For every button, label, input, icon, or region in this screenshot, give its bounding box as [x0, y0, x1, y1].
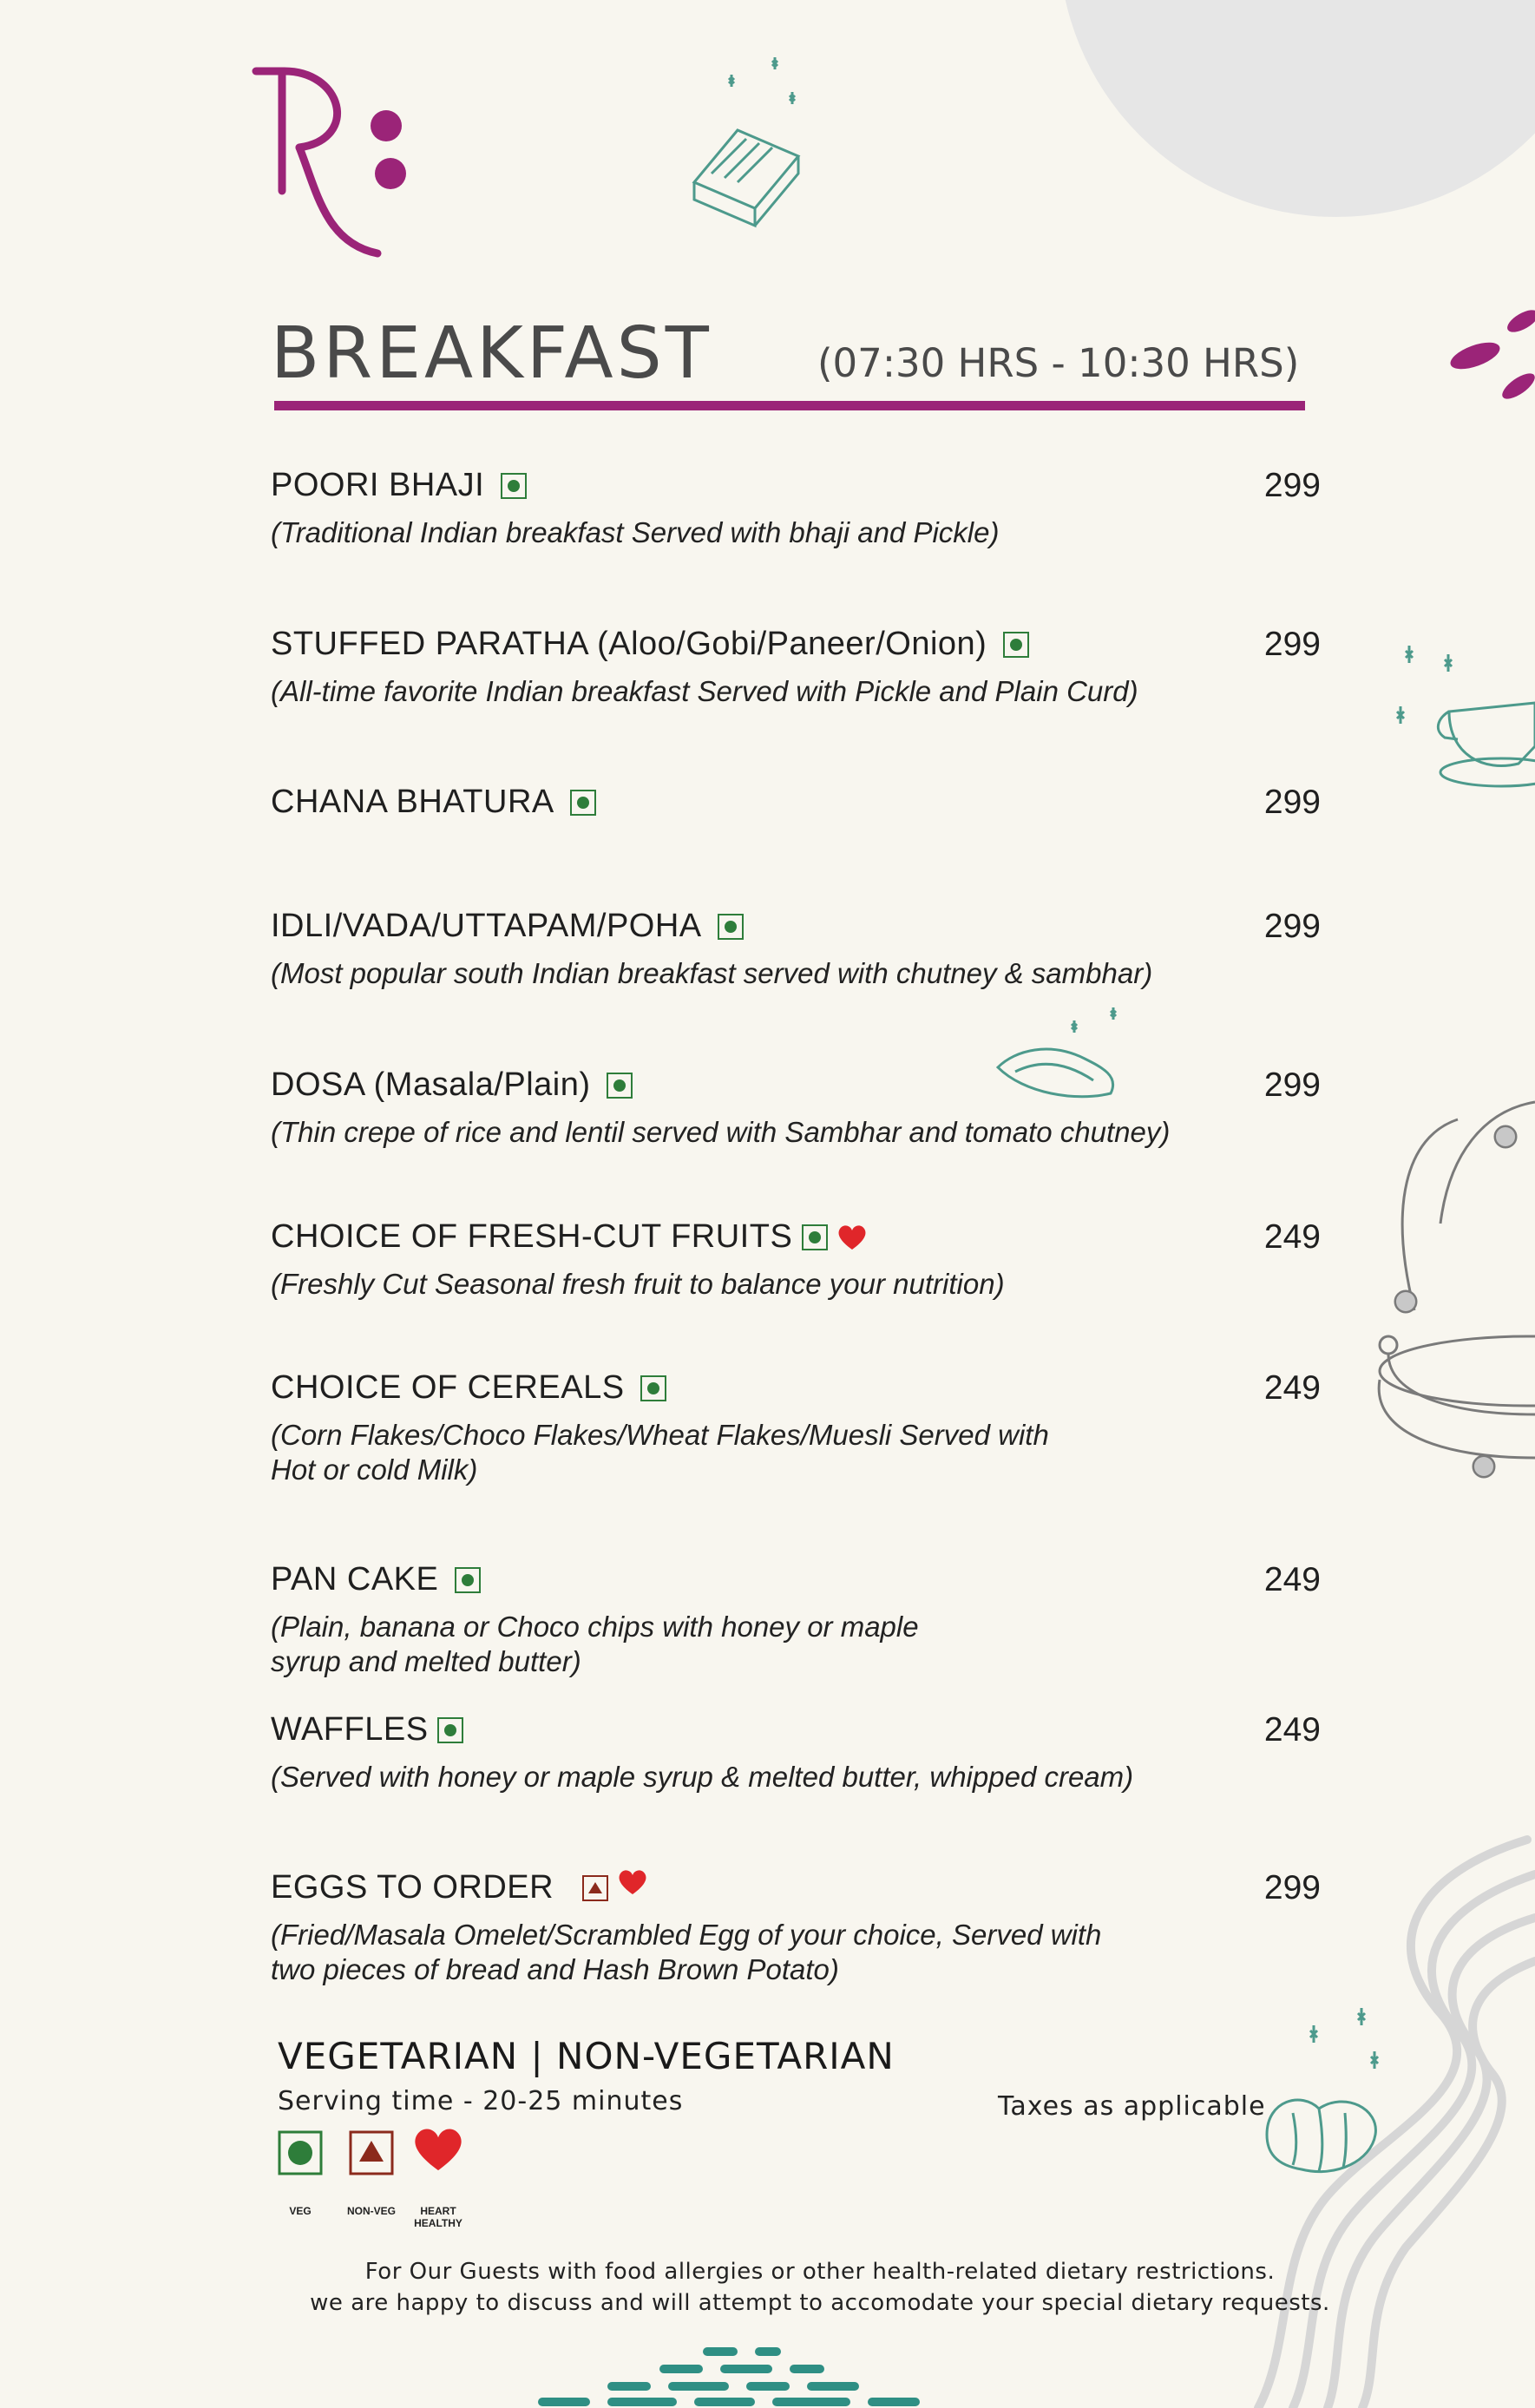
veg-icon	[802, 1224, 828, 1250]
item-description-line: two pieces of bread and Hash Brown Potato)	[271, 1953, 839, 1985]
serving-time: Serving time - 20-25 minutes	[278, 2086, 684, 2116]
menu-item	[271, 1711, 1321, 1795]
item-price: 299	[1263, 908, 1321, 945]
item-description-line: (Plain, banana or Choco chips with honey or maple	[271, 1611, 919, 1643]
veg-label: VEG	[289, 2205, 312, 2217]
heart-healthy-label	[408, 2205, 469, 2229]
heart-healthy-label-line: HEALTHY	[414, 2217, 462, 2229]
item-price: 299	[1263, 1869, 1321, 1906]
item-name: WAFFLES	[271, 1711, 429, 1748]
top-right-circle-decoration	[1007, 0, 1535, 226]
sandwich-icon	[668, 52, 824, 234]
allergy-note	[286, 2256, 1354, 2319]
veg-icon	[607, 1073, 633, 1099]
veg-icon	[640, 1375, 666, 1401]
veg-icon	[278, 2130, 323, 2175]
item-description-line: Hot or cold Milk)	[271, 1453, 478, 1486]
item-name: CHOICE OF FRESH-CUT FRUITS	[271, 1218, 793, 1255]
pancake-stack-icon	[1354, 1085, 1535, 1501]
allergy-note-line: For Our Guests with food allergies or other health-related dietary restrictions.	[364, 2259, 1276, 2285]
nonveg-icon	[349, 2130, 394, 2175]
item-name: PAN CAKE	[271, 1561, 439, 1598]
item-description-line: syrup and melted butter)	[271, 1645, 581, 1677]
item-price: 249	[1263, 1369, 1321, 1407]
veg-icon	[455, 1567, 481, 1593]
item-description-line: (Fried/Masala Omelet/Scrambled Egg of your choice, Served with	[271, 1919, 1102, 1951]
item-name: CHOICE OF CEREALS	[271, 1369, 625, 1406]
taxes-note: Taxes as applicable	[998, 2091, 1266, 2122]
item-name: CHANA BHATURA	[271, 784, 554, 820]
veg-icon	[1003, 632, 1029, 658]
heart-icon	[617, 1868, 648, 1896]
item-price: 299	[1263, 784, 1321, 821]
menu-item	[271, 908, 1321, 991]
teacup-icon	[1380, 642, 1535, 807]
item-name: POORI BHAJI	[271, 467, 485, 503]
item-description: (Served with honey or maple syrup & melted butter, whipped cream)	[271, 1761, 1134, 1793]
heart-icon	[411, 2125, 465, 2174]
legend-title: VEGETARIAN | NON-VEGETARIAN	[278, 2035, 895, 2077]
veg-icon	[437, 1717, 463, 1743]
section-title: BREAKFAST	[271, 312, 712, 395]
veg-icon	[501, 473, 527, 499]
menu-item	[271, 784, 1321, 827]
allergy-note-line: we are happy to discuss and will attempt to accomodate your special dietary requests.	[310, 2290, 1330, 2316]
menu-item	[271, 1066, 1321, 1150]
item-description: (All-time favorite Indian breakfast Served with Pickle and Plain Curd)	[271, 675, 1138, 707]
dietary-legend	[278, 2035, 1371, 2229]
item-price: 299	[1263, 626, 1321, 663]
item-price: 249	[1263, 1561, 1321, 1598]
item-description-line: (Corn Flakes/Choco Flakes/Wheat Flakes/Muesli Served with	[271, 1419, 1049, 1451]
item-price: 299	[1263, 1066, 1321, 1104]
menu-item	[271, 1561, 1321, 1679]
service-hours: (07:30 HRS - 10:30 HRS)	[817, 340, 1300, 386]
item-description	[271, 1418, 1191, 1487]
item-price: 249	[1263, 1711, 1321, 1749]
teal-dash-decoration	[529, 2343, 963, 2408]
menu-item	[271, 626, 1321, 709]
item-name: IDLI/VADA/UTTAPAM/POHA	[271, 908, 702, 944]
menu-heading	[271, 312, 1303, 417]
nonveg-label: NON-VEG	[346, 2205, 396, 2217]
heart-icon	[836, 1224, 868, 1251]
menu-item	[271, 1869, 1321, 1987]
item-description: (Freshly Cut Seasonal fresh fruit to balance your nutrition)	[271, 1268, 1005, 1300]
brand-logo	[247, 61, 421, 269]
item-name: EGGS TO ORDER	[271, 1869, 554, 1906]
menu-item	[271, 1369, 1321, 1487]
item-name: DOSA (Masala/Plain)	[271, 1066, 591, 1103]
item-description: (Most popular south Indian breakfast served with chutney & sambhar)	[271, 957, 1153, 989]
item-description: (Thin crepe of rice and lentil served with Sambhar and tomato chutney)	[271, 1116, 1171, 1148]
heading-underline	[274, 401, 1305, 410]
item-description	[271, 1610, 1191, 1679]
item-price: 249	[1263, 1218, 1321, 1256]
item-price: 299	[1263, 467, 1321, 504]
heart-healthy-label-line: HEART	[420, 2205, 456, 2217]
item-description: (Traditional Indian breakfast Served with bhaji and Pickle)	[271, 516, 1000, 548]
veg-icon	[570, 790, 596, 816]
veg-icon	[718, 914, 744, 940]
magenta-petal-decoration	[1440, 304, 1535, 408]
item-name: STUFFED PARATHA (Aloo/Gobi/Paneer/Onion)	[271, 626, 987, 662]
nonveg-icon	[582, 1875, 608, 1901]
item-description	[271, 1918, 1191, 1987]
menu-item	[271, 1218, 1321, 1302]
menu-item	[271, 467, 1321, 550]
